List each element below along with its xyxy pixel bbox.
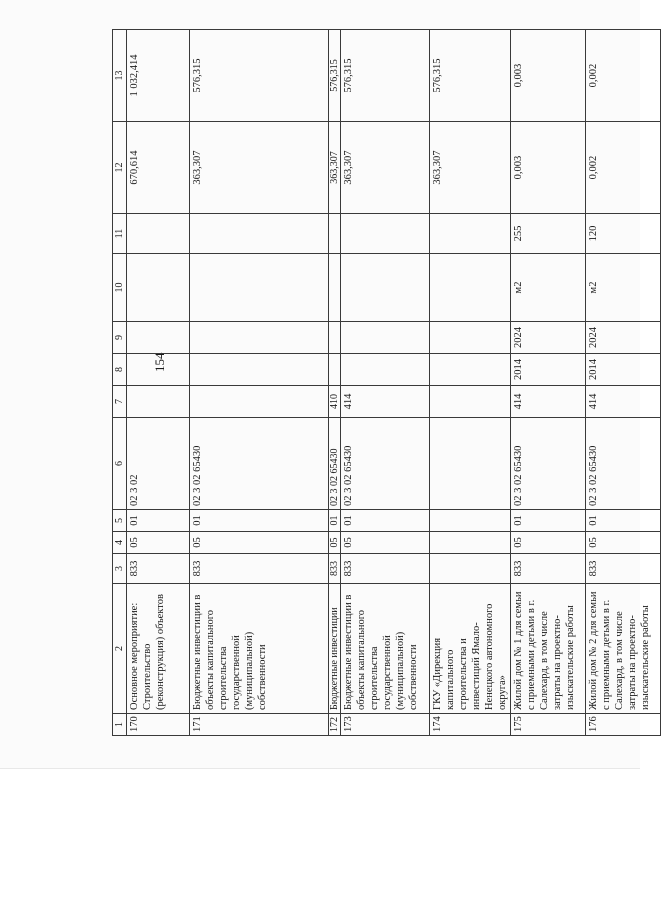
table-cell: 363,307 [341, 122, 430, 214]
row-number: 174 [430, 714, 511, 736]
table-row [586, 30, 661, 736]
row-name: Жилой дом № 2 для семьи с приемными детьми в г. Салехард, в том числе затраты на проектно-изыскательские работы [586, 584, 661, 714]
header-cell: 1 [113, 714, 127, 736]
table-cell [329, 254, 341, 322]
table-cell [430, 254, 511, 322]
table-cell [190, 214, 329, 254]
table-cell: 363,307 [430, 122, 511, 214]
row-number: 176 [586, 714, 661, 736]
table-cell: 576,315 [341, 30, 430, 122]
table-cell: 576,315 [430, 30, 511, 122]
table-cell: 576,315 [190, 30, 329, 122]
table-cell: 05 [190, 532, 329, 554]
table-cell [341, 254, 430, 322]
row-number: 170 [127, 714, 190, 736]
table-cell [430, 510, 511, 532]
page-number: 154 [152, 352, 167, 372]
table-cell [190, 322, 329, 354]
header-cell: 4 [113, 532, 127, 554]
header-row [113, 30, 127, 736]
table-cell: 833 [127, 554, 190, 584]
table-row [329, 30, 341, 736]
table-cell: 833 [586, 554, 661, 584]
table-cell [127, 214, 190, 254]
table-cell: 01 [190, 510, 329, 532]
table-cell: 05 [586, 532, 661, 554]
table-cell: 02 3 02 65430 [190, 418, 329, 510]
table-cell: 02 3 02 65430 [329, 418, 341, 510]
table-cell [190, 254, 329, 322]
header-cell: 2 [113, 584, 127, 714]
table-cell: 02 3 02 65430 [511, 418, 586, 510]
table-row [127, 30, 190, 736]
table-cell: 833 [190, 554, 329, 584]
table-cell: 05 [329, 532, 341, 554]
table-row [430, 30, 511, 736]
table-cell: 05 [127, 532, 190, 554]
header-cell: 9 [113, 322, 127, 354]
table-cell: 1 032,414 [127, 30, 190, 122]
table-cell: м2 [586, 254, 661, 322]
header-cell: 5 [113, 510, 127, 532]
table-cell [341, 214, 430, 254]
header-cell: 11 [113, 214, 127, 254]
table-cell: 363,307 [329, 122, 341, 214]
table-cell [190, 386, 329, 418]
table-cell: 833 [341, 554, 430, 584]
table-cell [127, 254, 190, 322]
table-cell [430, 322, 511, 354]
header-cell: 8 [113, 354, 127, 386]
table-cell: 0,003 [511, 122, 586, 214]
budget-table [112, 29, 661, 736]
table-cell: 05 [511, 532, 586, 554]
table-row [511, 30, 586, 736]
header-cell: 12 [113, 122, 127, 214]
table-cell [341, 322, 430, 354]
table-row [341, 30, 430, 736]
row-name: ГКУ «Дирекция капитального строительства и инвестиций Ямало-Ненецкого автономного округа» [430, 584, 511, 714]
header-cell: 7 [113, 386, 127, 418]
table-cell: 670,614 [127, 122, 190, 214]
table-cell: 02 3 02 [127, 418, 190, 510]
table-cell: 576,315 [329, 30, 341, 122]
row-name: Бюджетные инвестиции в объекты капитального строительства государственной (муниципальной) собственности [190, 584, 329, 714]
header-cell: 10 [113, 254, 127, 322]
row-name: Бюджетные инвестиции в объекты капитального строительства государственной (муниципальной) собственности [341, 584, 430, 714]
table-cell: 0,003 [511, 30, 586, 122]
row-number: 172 [329, 714, 341, 736]
table-cell: 2024 [511, 322, 586, 354]
header-cell: 3 [113, 554, 127, 584]
table-cell: 363,307 [190, 122, 329, 214]
table-cell [127, 354, 190, 386]
table-cell: 255 [511, 214, 586, 254]
table-cell [341, 354, 430, 386]
table-cell [430, 214, 511, 254]
table-cell: 833 [329, 554, 341, 584]
table-cell: 01 [127, 510, 190, 532]
row-name: Основное мероприятие: Строительство (реконструкция) объектов [127, 584, 190, 714]
table-cell: 0,002 [586, 122, 661, 214]
row-number: 175 [511, 714, 586, 736]
table-cell: 05 [341, 532, 430, 554]
table-cell: 414 [586, 386, 661, 418]
table-cell [430, 532, 511, 554]
table-cell [430, 418, 511, 510]
row-name: Бюджетные инвестиции [329, 584, 341, 714]
table-cell [329, 214, 341, 254]
table-cell: 2014 [511, 354, 586, 386]
table-cell: 01 [341, 510, 430, 532]
table-cell [329, 354, 341, 386]
table-cell: 01 [329, 510, 341, 532]
table-cell: 01 [511, 510, 586, 532]
row-number: 171 [190, 714, 329, 736]
table-cell [127, 322, 190, 354]
table-cell: м2 [511, 254, 586, 322]
table-cell [329, 322, 341, 354]
table-cell [430, 354, 511, 386]
table-cell: 2014 [586, 354, 661, 386]
header-cell: 13 [113, 30, 127, 122]
table-cell: 0,002 [586, 30, 661, 122]
row-number: 173 [341, 714, 430, 736]
table-cell: 02 3 02 65430 [341, 418, 430, 510]
table-row [190, 30, 329, 736]
row-name: Жилой дом № 1 для семьи с приемными детьми в г. Салехард, в том числе затраты на проектно-изыскательские работы [511, 584, 586, 714]
table-cell [430, 386, 511, 418]
table-cell: 02 3 02 65430 [586, 418, 661, 510]
table-cell [190, 354, 329, 386]
table-cell [127, 386, 190, 418]
table-cell: 2024 [586, 322, 661, 354]
rotated-table-container [112, 30, 651, 736]
table-cell: 414 [341, 386, 430, 418]
table-cell [430, 554, 511, 584]
table-cell: 833 [511, 554, 586, 584]
header-cell: 6 [113, 418, 127, 510]
table-cell: 120 [586, 214, 661, 254]
table-cell: 01 [586, 510, 661, 532]
table-cell: 410 [329, 386, 341, 418]
table-cell: 414 [511, 386, 586, 418]
